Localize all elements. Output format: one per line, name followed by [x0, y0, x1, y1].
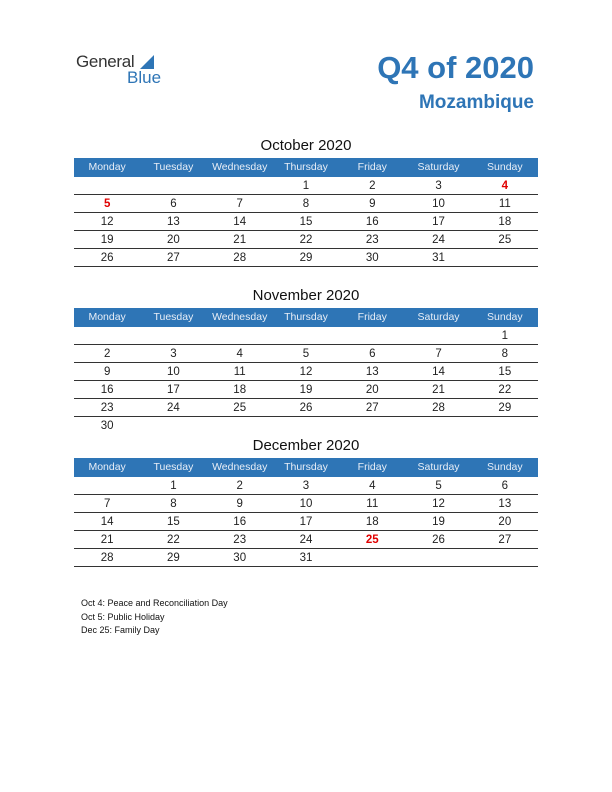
month-title: November 2020	[252, 287, 360, 304]
day-cell: 1	[170, 480, 177, 492]
day-cell: 24	[167, 402, 180, 414]
day-cell: 9	[236, 498, 243, 510]
logo-blue-text: Blue	[127, 68, 162, 87]
day-cell	[207, 417, 273, 434]
weekday-header	[74, 458, 538, 477]
day-cell: 30	[365, 252, 379, 264]
country-name: Mozambique	[418, 92, 534, 113]
day-cell: 10	[432, 198, 445, 210]
day-cell: 17	[299, 516, 313, 528]
day-cell: 19	[100, 234, 114, 246]
weekday-label: Tuesday	[153, 461, 194, 473]
month-december	[74, 435, 538, 567]
page-title: Q4 of 2020	[377, 50, 534, 85]
day-cell	[207, 327, 273, 344]
day-cell: 29	[167, 552, 180, 564]
day-cell: 7	[103, 498, 111, 510]
day-cell: 21	[233, 234, 247, 246]
day-cell	[140, 327, 206, 344]
day-cell: 30	[100, 420, 114, 432]
day-cell: 15	[167, 516, 180, 528]
day-cell: 29	[498, 402, 512, 414]
day-cell: 9	[103, 366, 111, 378]
month-october	[74, 135, 538, 267]
day-cell: 6	[170, 198, 177, 210]
day-cell: 25	[498, 234, 512, 246]
holiday-note: Oct 4: Peace and Reconciliation Day	[81, 598, 228, 608]
day-cell: 15	[299, 216, 313, 228]
month-title: October 2020	[260, 137, 352, 154]
day-cell	[405, 417, 471, 434]
day-cell	[339, 327, 405, 344]
week-row	[74, 495, 538, 513]
day-cell: 1	[501, 330, 509, 342]
weekday-label: Thursday	[284, 461, 328, 473]
day-cell: 23	[233, 534, 247, 546]
day-cell: 3	[170, 348, 177, 360]
day-cell	[273, 327, 339, 344]
day-cell: 7	[435, 348, 442, 360]
day-cell: 27	[498, 534, 512, 546]
day-cell: 26	[299, 402, 313, 414]
week-row	[74, 417, 538, 434]
day-cell: 12	[432, 498, 445, 510]
day-cell: 10	[299, 498, 313, 510]
day-cell: 22	[498, 384, 512, 396]
day-cell: 14	[432, 366, 445, 378]
day-cell: 20	[167, 234, 180, 246]
day-cell: 12	[299, 366, 313, 378]
day-cell: 20	[365, 384, 379, 396]
week-row	[74, 249, 538, 267]
week-row	[74, 549, 538, 567]
day-cell	[472, 417, 538, 434]
day-cell: 3	[302, 480, 310, 492]
weekday-label: Monday	[88, 311, 126, 323]
weekday-label: Friday	[357, 161, 387, 173]
holiday-notes	[81, 597, 228, 638]
day-cell: 11	[498, 198, 511, 210]
day-cell: 28	[100, 552, 114, 564]
day-cell: 30	[233, 552, 247, 564]
day-cell: 17	[432, 216, 445, 228]
weekday-label: Wednesday	[212, 161, 268, 173]
day-cell: 14	[100, 516, 114, 528]
day-cell: 16	[233, 516, 247, 528]
day-cell: 5	[302, 348, 310, 360]
week-row	[74, 327, 538, 345]
day-cell: 3	[435, 180, 442, 192]
day-cell: 23	[365, 234, 379, 246]
day-cell: 13	[167, 216, 180, 228]
day-cell	[405, 549, 471, 566]
week-row	[74, 345, 538, 363]
day-cell: 27	[167, 252, 180, 264]
day-cell: 22	[167, 534, 180, 546]
day-cell	[472, 549, 538, 566]
weekday-label: Monday	[88, 161, 126, 173]
day-cell: 2	[103, 348, 111, 360]
logo-general-text: General	[76, 52, 135, 71]
day-cell: 7	[236, 198, 243, 210]
day-cell	[405, 327, 471, 344]
day-cell: 26	[100, 252, 114, 264]
day-cell	[339, 549, 405, 566]
weekday-label: Wednesday	[212, 311, 268, 323]
weekday-label: Saturday	[417, 161, 460, 173]
logo	[76, 52, 176, 92]
day-cell: 11	[233, 366, 246, 378]
weekday-label: Friday	[357, 461, 387, 473]
day-cell: 4	[369, 480, 376, 492]
day-cell: 31	[432, 252, 445, 264]
weekday-label: Tuesday	[153, 161, 194, 173]
holiday-note: Dec 25: Family Day	[81, 625, 160, 635]
day-cell: 28	[432, 402, 445, 414]
day-cell: 19	[299, 384, 313, 396]
day-cell	[339, 417, 405, 434]
day-cell: 17	[167, 384, 180, 396]
day-cell: 9	[369, 198, 376, 210]
day-cell: 4	[501, 180, 509, 192]
day-cell: 13	[498, 498, 512, 510]
week-row	[74, 531, 538, 549]
week-row	[74, 213, 538, 231]
day-cell	[74, 327, 140, 344]
day-cell: 18	[233, 384, 247, 396]
day-cell	[74, 177, 140, 194]
weekday-header	[74, 158, 538, 177]
day-cell: 12	[100, 216, 114, 228]
day-cell: 18	[498, 216, 512, 228]
day-cell: 28	[233, 252, 247, 264]
weekday-label: Saturday	[417, 461, 460, 473]
day-cell: 25	[233, 402, 247, 414]
day-cell: 14	[233, 216, 247, 228]
weekday-header	[74, 308, 538, 327]
day-cell: 6	[369, 348, 376, 360]
day-cell: 16	[100, 384, 114, 396]
day-cell: 24	[299, 534, 313, 546]
week-row	[74, 195, 538, 213]
day-cell	[207, 177, 273, 194]
day-cell: 21	[100, 534, 114, 546]
day-cell: 8	[170, 498, 177, 510]
day-cell: 26	[432, 534, 445, 546]
holiday-note: Oct 5: Public Holiday	[81, 611, 165, 622]
weekday-label: Tuesday	[153, 311, 194, 323]
day-cell: 15	[498, 366, 512, 378]
day-cell: 13	[365, 366, 379, 378]
day-cell: 29	[299, 252, 313, 264]
day-cell: 4	[236, 348, 243, 360]
weekday-label: Friday	[357, 311, 387, 323]
day-cell: 1	[302, 180, 310, 192]
week-row	[74, 513, 538, 531]
day-cell: 19	[432, 516, 445, 528]
day-cell: 20	[498, 516, 512, 528]
day-cell: 27	[365, 402, 379, 414]
weekday-label: Wednesday	[212, 461, 268, 473]
day-cell: 23	[100, 402, 114, 414]
week-row	[74, 381, 538, 399]
day-cell	[140, 417, 206, 434]
week-row	[74, 477, 538, 495]
weekday-label: Sunday	[487, 161, 523, 173]
weekday-label: Thursday	[284, 311, 328, 323]
day-cell: 18	[365, 516, 379, 528]
weekday-label: Sunday	[487, 311, 523, 323]
day-cell: 2	[369, 180, 376, 192]
weekday-label: Saturday	[417, 311, 460, 323]
week-row	[74, 399, 538, 417]
day-cell	[74, 477, 140, 494]
day-cell: 31	[299, 552, 313, 564]
weekday-label: Thursday	[284, 161, 328, 173]
month-title: December 2020	[252, 437, 360, 454]
day-cell: 2	[236, 480, 243, 492]
day-cell	[273, 417, 339, 434]
day-cell: 5	[435, 480, 442, 492]
weekday-label: Sunday	[487, 461, 523, 473]
day-cell	[472, 249, 538, 266]
day-cell: 8	[501, 348, 509, 360]
month-november	[74, 285, 538, 434]
day-cell: 22	[299, 234, 313, 246]
logo-triangle-icon	[140, 55, 154, 69]
day-cell: 24	[432, 234, 445, 246]
weekday-label: Monday	[88, 461, 126, 473]
day-cell: 25	[365, 534, 379, 546]
week-row	[74, 231, 538, 249]
day-cell	[140, 177, 206, 194]
day-cell: 11	[366, 498, 379, 510]
day-cell: 5	[103, 198, 111, 210]
week-row	[74, 177, 538, 195]
day-cell: 21	[432, 384, 445, 396]
week-row	[74, 363, 538, 381]
day-cell: 10	[167, 366, 180, 378]
day-cell: 6	[501, 480, 509, 492]
day-cell: 16	[365, 216, 379, 228]
day-cell: 8	[302, 198, 310, 210]
